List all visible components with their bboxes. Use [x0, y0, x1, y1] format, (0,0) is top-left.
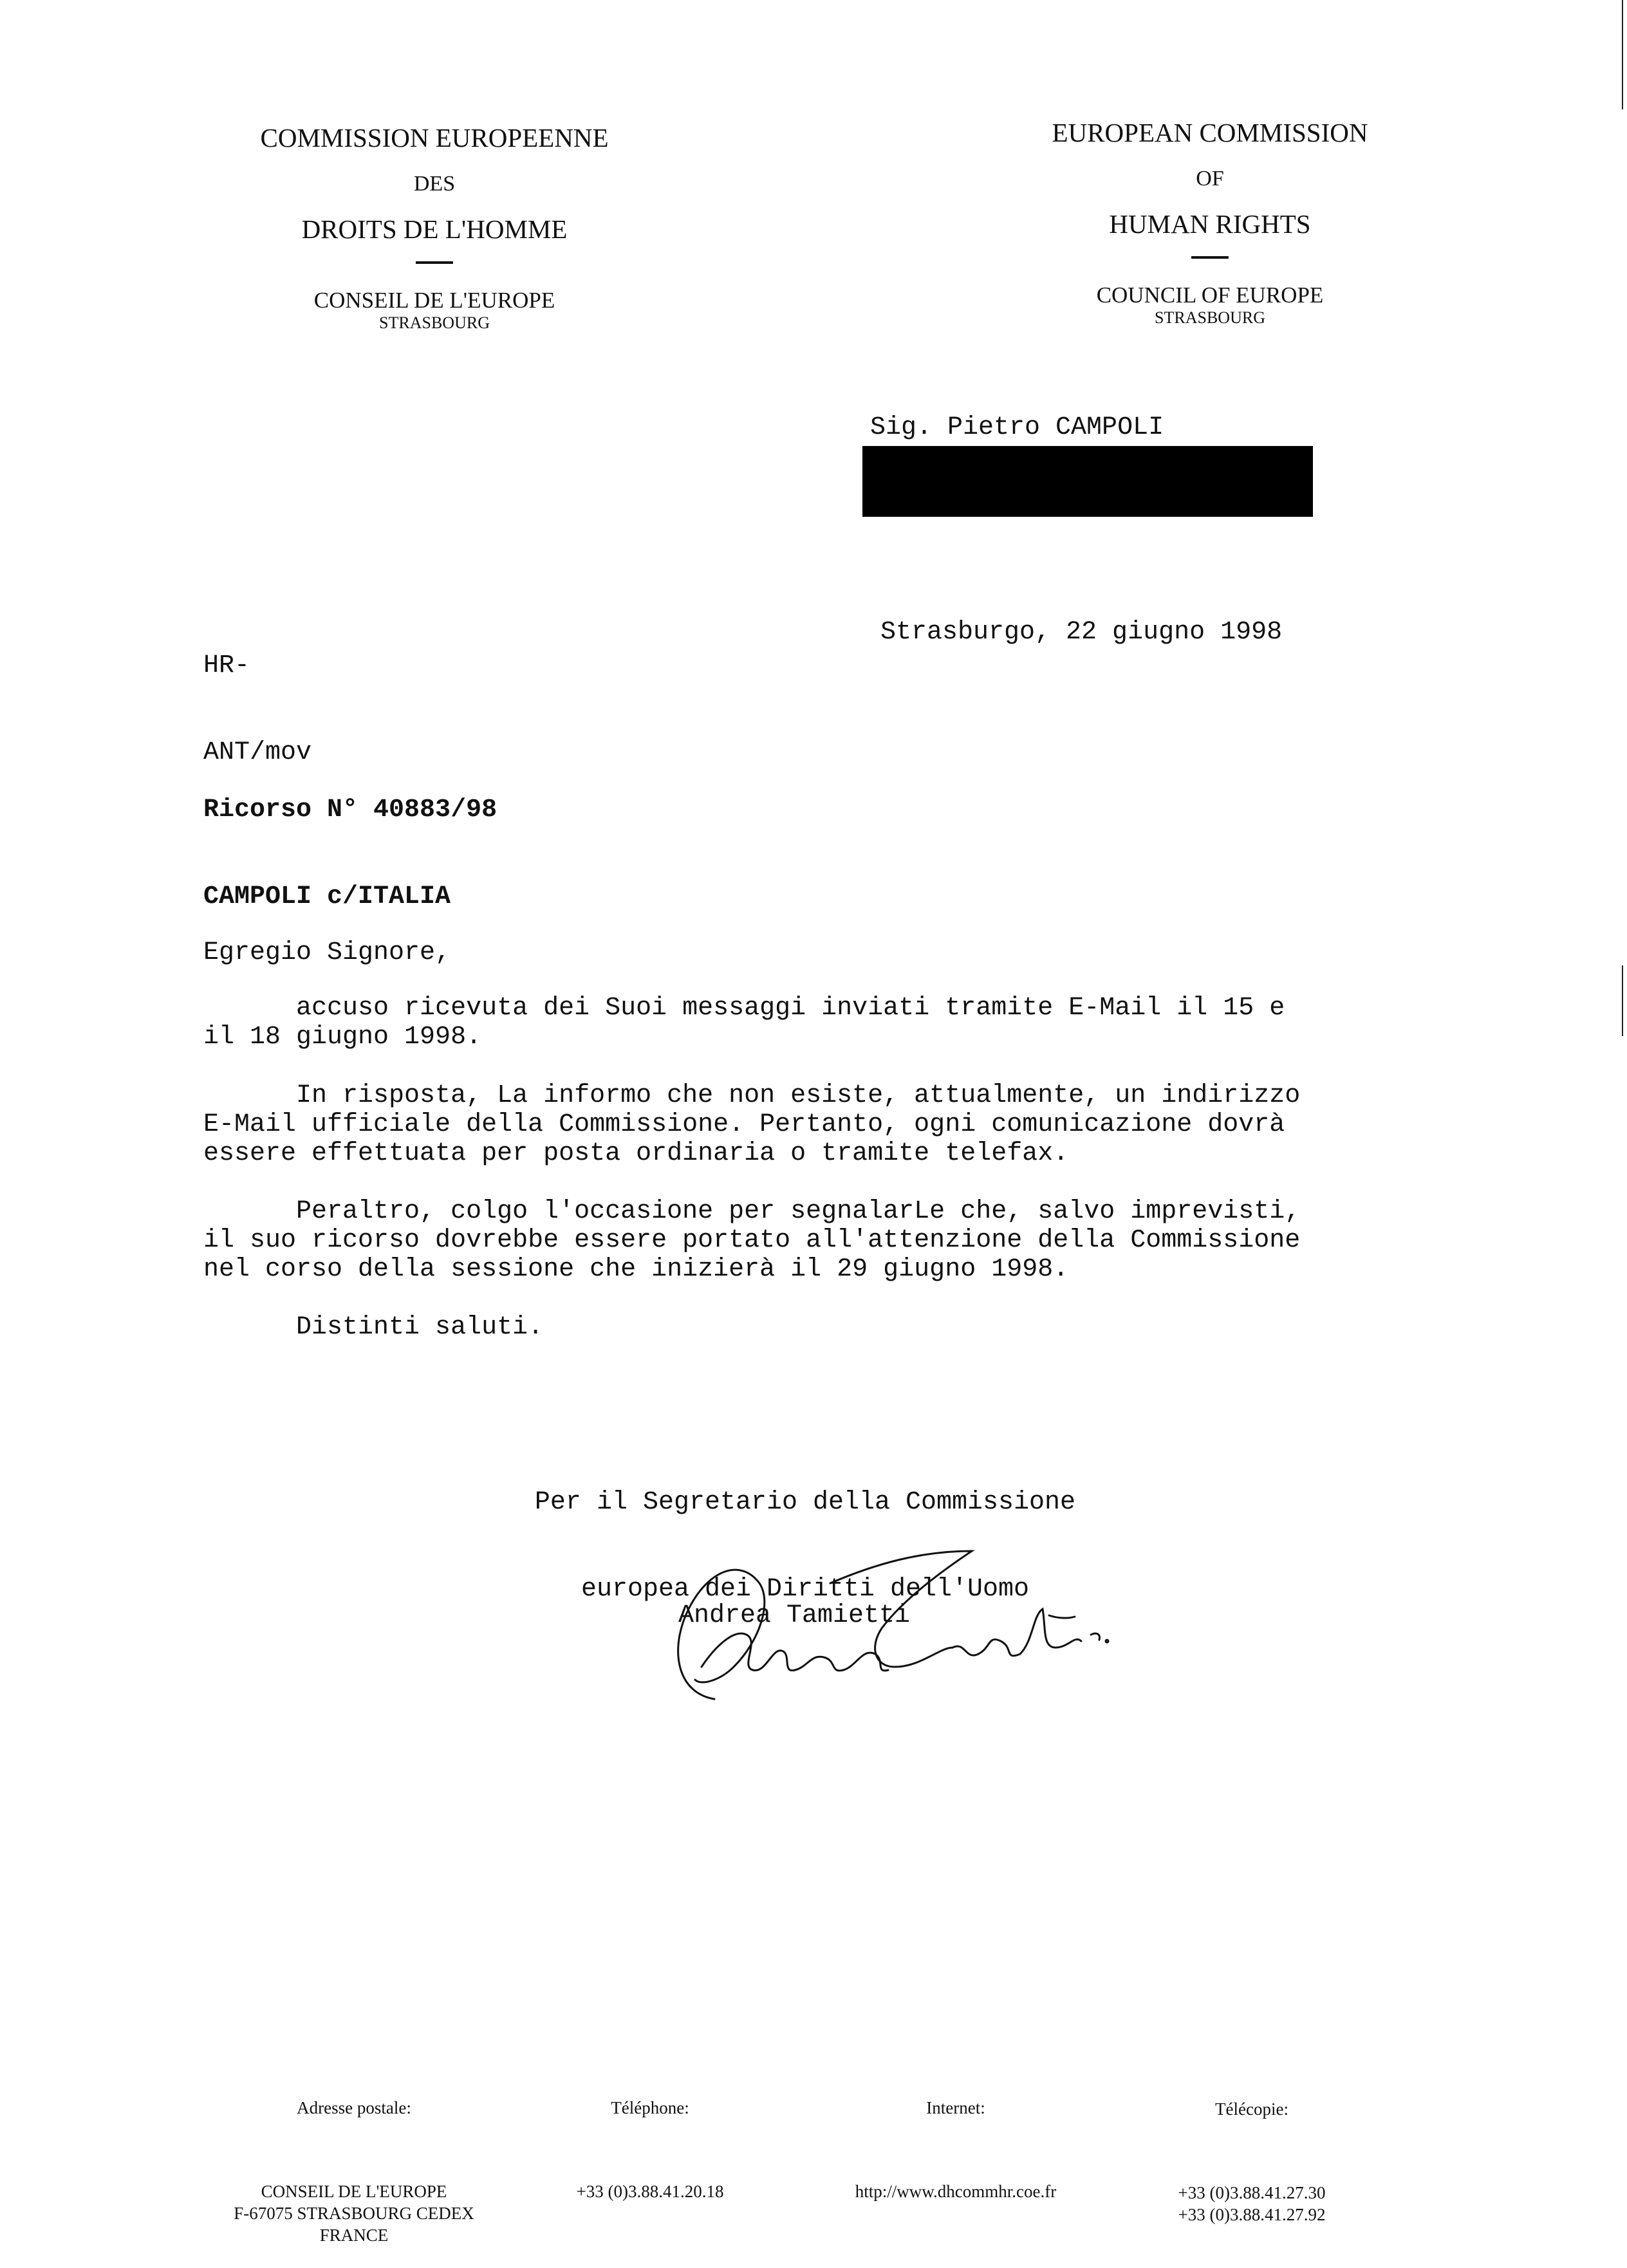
footer-postal-value: CONSEIL DE L'EUROPE F-67075 STRASBOURG CEDEX FRANCE: [234, 2182, 474, 2245]
footer-fax: [1152, 2054, 1352, 2247]
salutation: Egregio Signore,: [203, 938, 451, 967]
body-paragraph: In risposta, La informo che non esiste, attualmente, un indirizzo E-Mail ufficiale della Commissione. Pertanto, ogni comunicazione dovrà essere effettuata per posta ordinaria o tramite telefax.: [203, 1081, 1301, 1168]
letterhead-left-council: CONSEIL DE L'EUROPE: [313, 287, 555, 313]
footer-internet-label: Internet:: [926, 2098, 985, 2117]
footer-fax-value: +33 (0)3.88.41.27.30 +33 (0)3.88.41.27.92: [1178, 2183, 1326, 2224]
signer-name: Andrea Tamietti: [678, 1601, 911, 1630]
body-paragraph: accuso ricevuta dei Suoi messaggi inviati tramite E-Mail il 15 e il 18 giugno 1998.: [203, 994, 1285, 1052]
reference-line-2: ANT/mov: [203, 738, 312, 767]
scan-edge-mark: [1622, 965, 1623, 1036]
recipient-address-redaction: [862, 446, 1313, 517]
footer-phone: [553, 2053, 747, 2224]
footer-postal: [225, 2053, 483, 2268]
body-paragraph: Distinti saluti.: [203, 1313, 544, 1342]
letterhead-right-city: STRASBOURG: [1155, 308, 1265, 328]
letterhead-left-city: STRASBOURG: [379, 313, 490, 333]
footer-phone-value: +33 (0)3.88.41.20.18: [576, 2182, 724, 2201]
subject-block: [203, 738, 497, 940]
letterhead-right-org: EUROPEAN COMMISSION: [1052, 118, 1368, 147]
letter-date: Strasburgo, 22 giugno 1998: [880, 618, 1283, 647]
reference-line-1: HR-: [203, 651, 250, 680]
footer-postal-label: Adresse postale:: [297, 2098, 411, 2117]
letterhead-left-rights: DROITS DE L'HOMME: [301, 214, 568, 245]
letterhead-right: [1001, 118, 1419, 328]
footer-internet-value[interactable]: http://www.dhcommhr.coe.fr: [855, 2182, 1057, 2201]
letterhead-left: [219, 124, 650, 333]
letterhead-left-org: COMMISSION EUROPEENNE: [260, 123, 609, 153]
letterhead-right-divider: [1191, 256, 1229, 259]
body-paragraph: Peraltro, colgo l'occasione per segnalarLe che, salvo imprevisti, il suo ricorso dovrebbe essere portato all'attenzione della Commissione nel corso della sessione che inizierà il 29 giugno 1998.: [203, 1197, 1301, 1284]
letterhead-left-divider: [416, 261, 453, 264]
signature-title-line-2: europea dei Diritti dell'Uomo: [581, 1575, 1030, 1604]
letterhead-right-rights: HUMAN RIGHTS: [1109, 209, 1311, 239]
footer-fax-label: Télécopie:: [1215, 2099, 1288, 2119]
letterhead-right-council: COUNCIL OF EUROPE: [1096, 282, 1324, 308]
letterhead-left-des: DES: [413, 172, 456, 196]
scan-edge-mark: [1622, 0, 1623, 109]
signature-title-line-1: Per il Segretario della Commissione: [534, 1488, 1076, 1517]
subject-case-number: Ricorso N° 40883/98: [203, 795, 497, 824]
recipient-name: Sig. Pietro CAMPOLI: [870, 413, 1164, 442]
footer-phone-label: Téléphone:: [611, 2098, 689, 2117]
footer-internet: [817, 2053, 1094, 2224]
letterhead-right-of: OF: [1196, 167, 1224, 191]
subject-parties: CAMPOLI c/ITALIA: [203, 882, 451, 911]
